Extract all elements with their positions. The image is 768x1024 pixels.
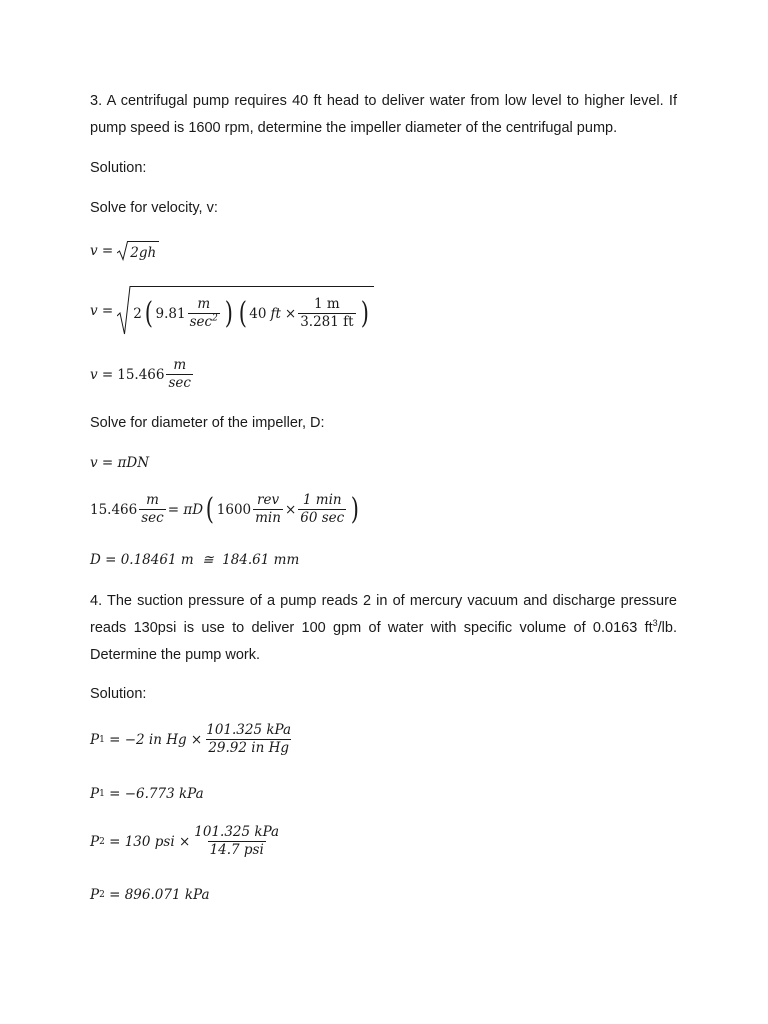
eq9-den: 14.7 psi [209, 842, 264, 858]
equation-velocity-result [90, 358, 195, 391]
eq9-fraction [192, 825, 281, 858]
eq5-den3: 60 sec [300, 510, 345, 526]
equation-p2-result: P 2 = 896.071 kPa [90, 887, 210, 903]
eq7-fraction [204, 723, 293, 756]
equation-velocity-substitution [90, 286, 374, 336]
eq2-conv-den: 3.281 ft [300, 314, 354, 330]
eq8-rest: = −6.773 kPa [104, 786, 204, 802]
solution-label-3: Solution: [90, 160, 147, 176]
eq5-num1: m [146, 492, 159, 508]
eq5-units-1 [139, 493, 165, 526]
velocity-heading: Solve for velocity, v: [90, 200, 218, 216]
eq5-den2: min [255, 510, 281, 526]
eq5-speed: 1600 [216, 501, 252, 518]
eq5-units-2 [253, 493, 283, 526]
problem-4-text-sup: 3 [652, 618, 658, 629]
eq2-conversion [298, 297, 355, 330]
eq5-value: 15.466 [90, 501, 138, 518]
equation-p1-result: P 1 = −6.773 kPa [90, 786, 204, 802]
eq2-conv-num: 1 m [314, 296, 340, 312]
eq2-coef: 2 [133, 305, 142, 322]
eq6-text: D = 0.18461 m ≅ 184.61 mm [90, 552, 300, 568]
eq2-lhs: v = [90, 303, 114, 319]
equation-diameter-substitution: 15.466 $\frac{m}{\sec}$ = πD ( 1600 $\frac{\text{rev}}{\min}$ × $\frac{1 \min}{60 \sec}$ ) [90, 491, 360, 527]
eq2-g-units [188, 297, 220, 330]
eq5-times: × [284, 501, 297, 518]
eq1-radicand: 2gh [128, 241, 159, 261]
equation-p1-conversion: P 1 = −2 in Hg × $\frac{\text{101.325 kPa}}{\text{29.92 in Hg}}$ [90, 722, 292, 756]
eq3-lhs: v = [90, 366, 114, 383]
eq3-value: 15.466 [117, 366, 165, 383]
eq4-text: v = πDN [90, 455, 150, 471]
eq5-den1: sec [141, 510, 164, 526]
eq7-den: 29.92 in Hg [208, 740, 289, 756]
eq2-g-exp: 2 [212, 313, 218, 324]
eq5-num3: 1 min [302, 492, 342, 508]
eq5-mid: = πD [167, 501, 204, 518]
eq2-h-value: 40 [249, 305, 267, 322]
eq2-g-den: sec [189, 314, 213, 330]
equation-peripheral-velocity [90, 455, 149, 471]
equation-p2-conversion: P 2 = 130 psi × $\frac{\text{101.325 kPa}}{\text{14.7 psi}}$ [90, 824, 280, 858]
problem-3-statement: 3. A centrifugal pump requires 40 ft head to deliver water from low level to higher level. If pump speed is 1600 rpm, determine the impeller diameter of the centrifugal pump. [90, 93, 677, 136]
eq7-mid: = −2 in Hg × [104, 731, 203, 748]
diameter-heading: Solve for diameter of the impeller, D: [90, 415, 325, 431]
eq7-p: P [90, 731, 100, 748]
eq3-units [166, 358, 192, 391]
eq3-den: sec [168, 375, 191, 391]
eq10-rest: = 896.071 kPa [104, 887, 210, 903]
eq5-num2: rev [257, 492, 280, 508]
equation-velocity-formula [90, 241, 159, 261]
eq1-lhs: v = [90, 243, 114, 259]
eq2-g-value: 9.81 [155, 305, 186, 322]
eq1-sqrt [117, 241, 159, 261]
eq2-g-num: m [197, 296, 211, 312]
equation-diameter-result [90, 552, 299, 568]
eq5-units-3 [298, 493, 346, 526]
eq8-p: P [90, 786, 100, 802]
radical-icon [117, 241, 128, 261]
problem-4-text-after: /lb. Determine the pump work. [90, 620, 677, 663]
problem-4-statement [90, 588, 677, 669]
eq2-h-unit: ft [270, 305, 281, 322]
radical-icon [117, 286, 131, 336]
solution-label-4: Solution: [90, 686, 147, 702]
eq2-sqrt: 2 ( 9.81 $\frac{m}{\sec^2}$ ) ( 40 ft × $\frac{1 m}{3.281 ft}$ ) [117, 286, 374, 336]
eq9-num: 101.325 kPa [194, 824, 280, 840]
eq7-num: 101.325 kPa [206, 722, 292, 738]
eq3-num: m [173, 357, 187, 373]
eq2-times: × [284, 305, 297, 322]
eq9-p: P [90, 833, 100, 850]
problem-4-text-before: 4. The suction pressure of a pump reads 2 in of mercury vacuum and discharge pressure reads 130psi is use to deliver 100 gpm of water with specific volume of 0.0163 ft [90, 593, 677, 636]
eq10-p: P [90, 887, 100, 903]
eq9-mid: = 130 psi × [104, 833, 191, 850]
